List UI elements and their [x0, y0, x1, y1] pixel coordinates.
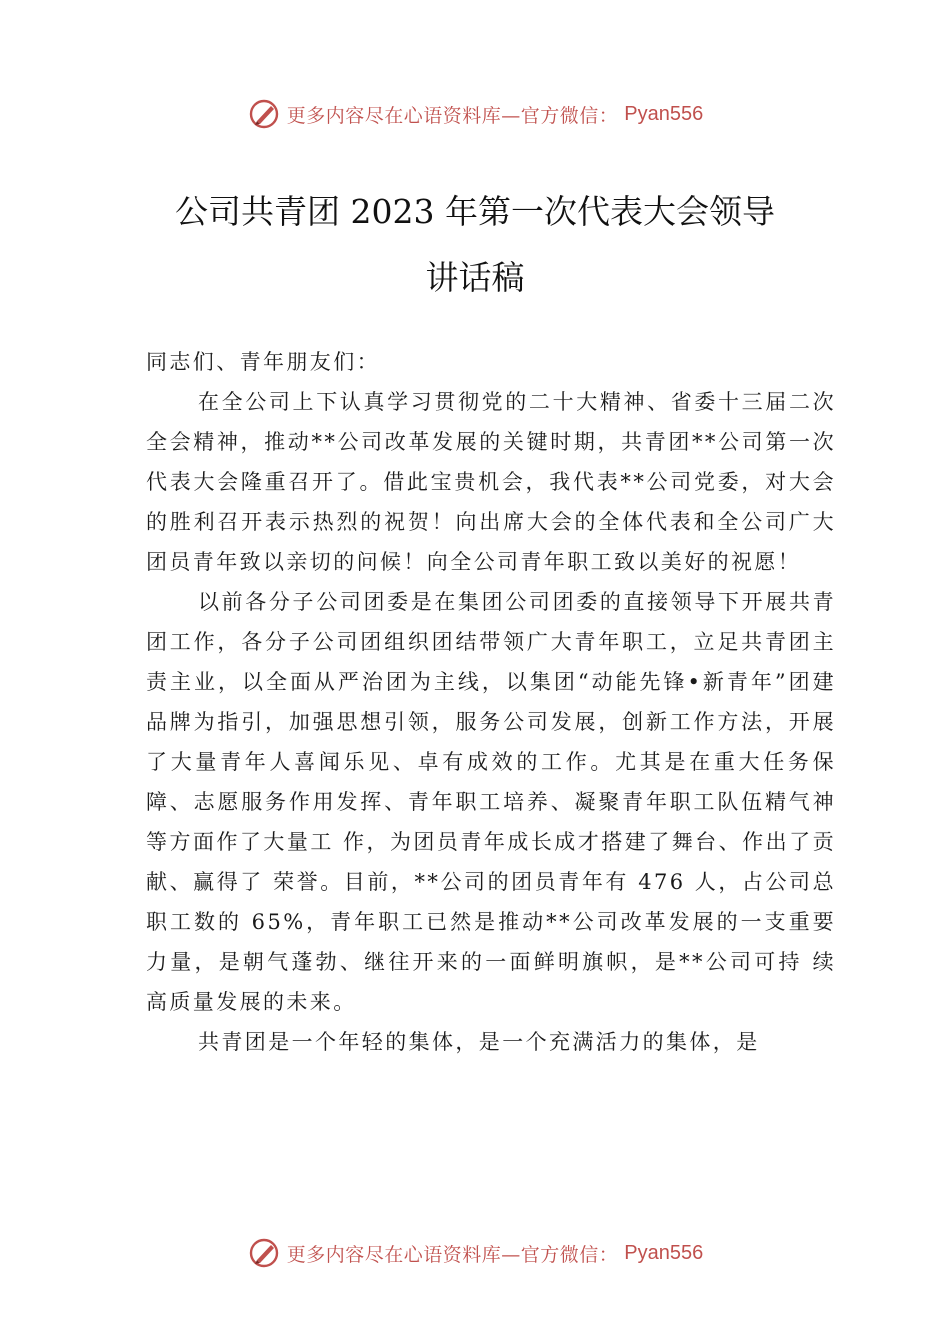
- document-title-line-2: 讲话稿: [425, 258, 525, 297]
- watermark-wechat-id: Pyan556: [624, 1241, 704, 1264]
- watermark-wechat-id: Pyan556: [624, 102, 704, 125]
- paragraph: 在全公司上下认真学习贯彻党的二十大精神、省委十三届二次全会精神，推动**公司改革发展的关键时期，共青团**公司第一次代表大会隆重召开了。借此宝贵机会，我代表**公司党委，对大会的胜利召开表示热烈的祝贺！向出席大会的全体代表和全公司广大团员青年致以亲切的问候！向全公司青年职工致以美好的祝愿！: [146, 390, 836, 574]
- footer-watermark: [0, 1233, 950, 1273]
- pen-logo-icon: [247, 1236, 281, 1270]
- watermark-text: 更多内容尽在心语资料库—官方微信：: [286, 104, 619, 127]
- document-title-line-1: 公司共青团 2023 年第一次代表大会领导: [175, 192, 775, 231]
- paragraph: 共青团是一个年轻的集体，是一个充满活力的集体，是: [198, 1030, 760, 1054]
- greeting: 同志们、青年朋友们：: [146, 350, 380, 374]
- paragraph: 以前各分子公司团委是在集团公司团委的直接领导下开展共青团工作，各分子公司团组织团结带领广大青年职工，立足共青团主责主业，以全面从严治团为主线，以集团“动能先锋•新青年”团建品牌为指引，加强思想引领，服务公司发展，创新工作方法，开展了大量青年人喜闻乐见、卓有成效的工作。尤其是在重大任务保障、志愿服务作用发挥、青年职工培养、凝聚青年职工队伍精气神等方面作了大量工 作，为团员青年成长成才搭建了舞台、作出了贡献、赢得了 荣誉。目前，**公司的团员青年有 476 人，占公司总职工数的 65%，青年职工已然是推动**公司改革发展的一支重要力量，是朝气蓬勃、继往开来的一面鲜明旗帜，是**公司可持 续高质量发展的未来。: [146, 590, 836, 1014]
- watermark-text: 更多内容尽在心语资料库—官方微信：: [286, 1243, 619, 1266]
- document-body: [146, 342, 836, 1062]
- header-watermark: [0, 94, 950, 134]
- pen-logo-icon: [247, 97, 281, 131]
